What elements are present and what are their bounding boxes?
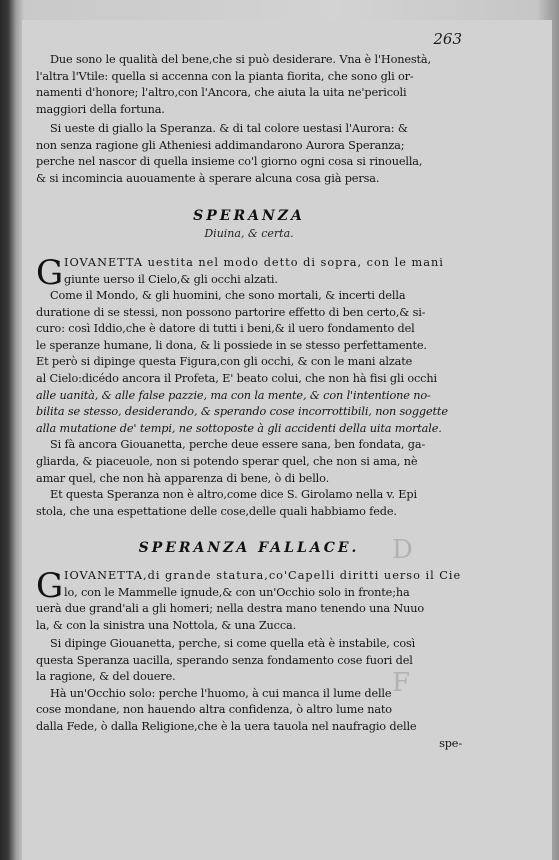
paragraph-description-1: [36, 253, 462, 293]
text-line: stola, che una espettatione delle cose,delle quali habbiamo fede.: [36, 504, 397, 518]
drop-cap: G: [36, 566, 64, 606]
text-line: l'altra l'Vtile: quella si accenna con la pianta fiorita, che sono gli or-: [36, 69, 414, 83]
text-line: alla mutatione de' tempi, ne sottoposte à gli accidenti della uita mortale.: [36, 421, 442, 435]
text-line: IOVANETTA,di grande statura,co'Capelli diritti uerso il Cie: [64, 569, 462, 582]
section-heading-speranza: SPERANZA: [193, 208, 305, 224]
text-line: dalla Fede, ò dalla Religione,che è la uera tauola nel naufragio delle: [36, 719, 417, 733]
text-line: namenti d'honore; l'altro,con l'Ancora, che aiuta la uita ne'pericoli: [36, 86, 407, 100]
text-line: la ragione, & del douere.: [36, 670, 176, 684]
text-line: amar quel, che non hà apparenza di bene, ò di bello.: [36, 471, 330, 485]
text-line: Et questa Speranza non è altro,come dice S. Girolamo nella v. Epi: [50, 488, 417, 502]
text-line: perche nel nascor di quella insieme co'l giorno ogni cosa si rinouella,: [36, 155, 423, 169]
paragraph-explanation-2: [36, 636, 462, 752]
section-heading-speranza-fallace: SPERANZA FALLACE.: [138, 540, 360, 556]
text-line: Et però si dipinge questa Figura,con gli occhi, & con le mani alzate: [36, 355, 413, 369]
text-line: alle uanità, & alle false pazzie, ma con la mente, & con l'intentione no-: [36, 388, 431, 402]
paragraph-description-2: [36, 568, 462, 634]
drop-cap: G: [36, 253, 64, 293]
paragraph-yellow: [36, 121, 462, 187]
paragraph-qualities: [36, 52, 462, 118]
text-line: Si ueste di giallo la Speranza. & di tal colore uestasi l'Aurora: &: [50, 122, 408, 135]
text-line: duratione di se stessi, non possono partorire effetto di ben certo,& si-: [36, 305, 426, 319]
page-number: 263: [433, 30, 462, 48]
text-line: cose mondane, non hauendo altra confidenza, ò altro lume nato: [36, 703, 392, 717]
text-line: non senza ragione gli Atheniesi addimandarono Aurora Speranza;: [36, 138, 405, 152]
text-line: Come il Mondo, & gli huomini, che sono mortali, & incerti della: [50, 289, 406, 302]
text-line: giunte uerso il Cielo,& gli occhi alzati.: [64, 272, 278, 286]
text-line: le speranze humane, li dona, & li possiede in se stesso perfettamente.: [36, 338, 427, 352]
text-line: lo, con le Mammelle ignude,& con un'Occhio solo in fronte;ha: [64, 585, 410, 599]
bleed-through-letter: F: [392, 668, 411, 698]
text-line: curo: così Iddio,che è datore di tutti i beni,& il uero fondamento del: [36, 322, 415, 336]
text-line: Due sono le qualità del bene,che si può desiderare. Vna è l'Honestà,: [50, 53, 431, 66]
text-line: uerà due grand'ali a gli homeri; nella destra mano tenendo una Nuuo: [36, 602, 425, 616]
bleed-through-letter: D: [392, 535, 413, 565]
text-line: bilita se stesso, desiderando, & sperando cose incorrottibili, non soggette: [36, 405, 448, 419]
text-line: al Cielo:dicédo ancora il Profeta, E' beato colui, che non hà fisi gli occhi: [36, 371, 437, 385]
section-subheading: Diuina, & certa.: [204, 227, 294, 240]
text-line: IOVANETTA uestita nel modo detto di sopra, con le mani: [64, 256, 444, 269]
text-line: & si incomincia auouamente à sperare alcuna cosa già persa.: [36, 171, 380, 185]
paragraph-explanation-1: [36, 288, 462, 520]
text-line: gliarda, & piaceuole, non si potendo sperar quel, che non si ama, nè: [36, 454, 418, 468]
book-page: [22, 20, 552, 860]
text-line: maggiori della fortuna.: [36, 102, 165, 116]
text-line: la, & con la sinistra una Nottola, & una Zucca.: [36, 618, 297, 632]
text-line: Si dipinge Giouanetta, perche, si come quella età è instabile, così: [50, 637, 416, 650]
text-line: questa Speranza uacilla, sperando senza fondamento cose fuori del: [36, 653, 413, 667]
text-line: Hà un'Occhio solo: perche l'huomo, à cui manca il lume delle: [50, 686, 392, 700]
catchword: spe-: [439, 736, 462, 750]
text-line: Si fà ancora Giouanetta, perche deue essere sana, ben fondata, ga-: [50, 438, 426, 452]
